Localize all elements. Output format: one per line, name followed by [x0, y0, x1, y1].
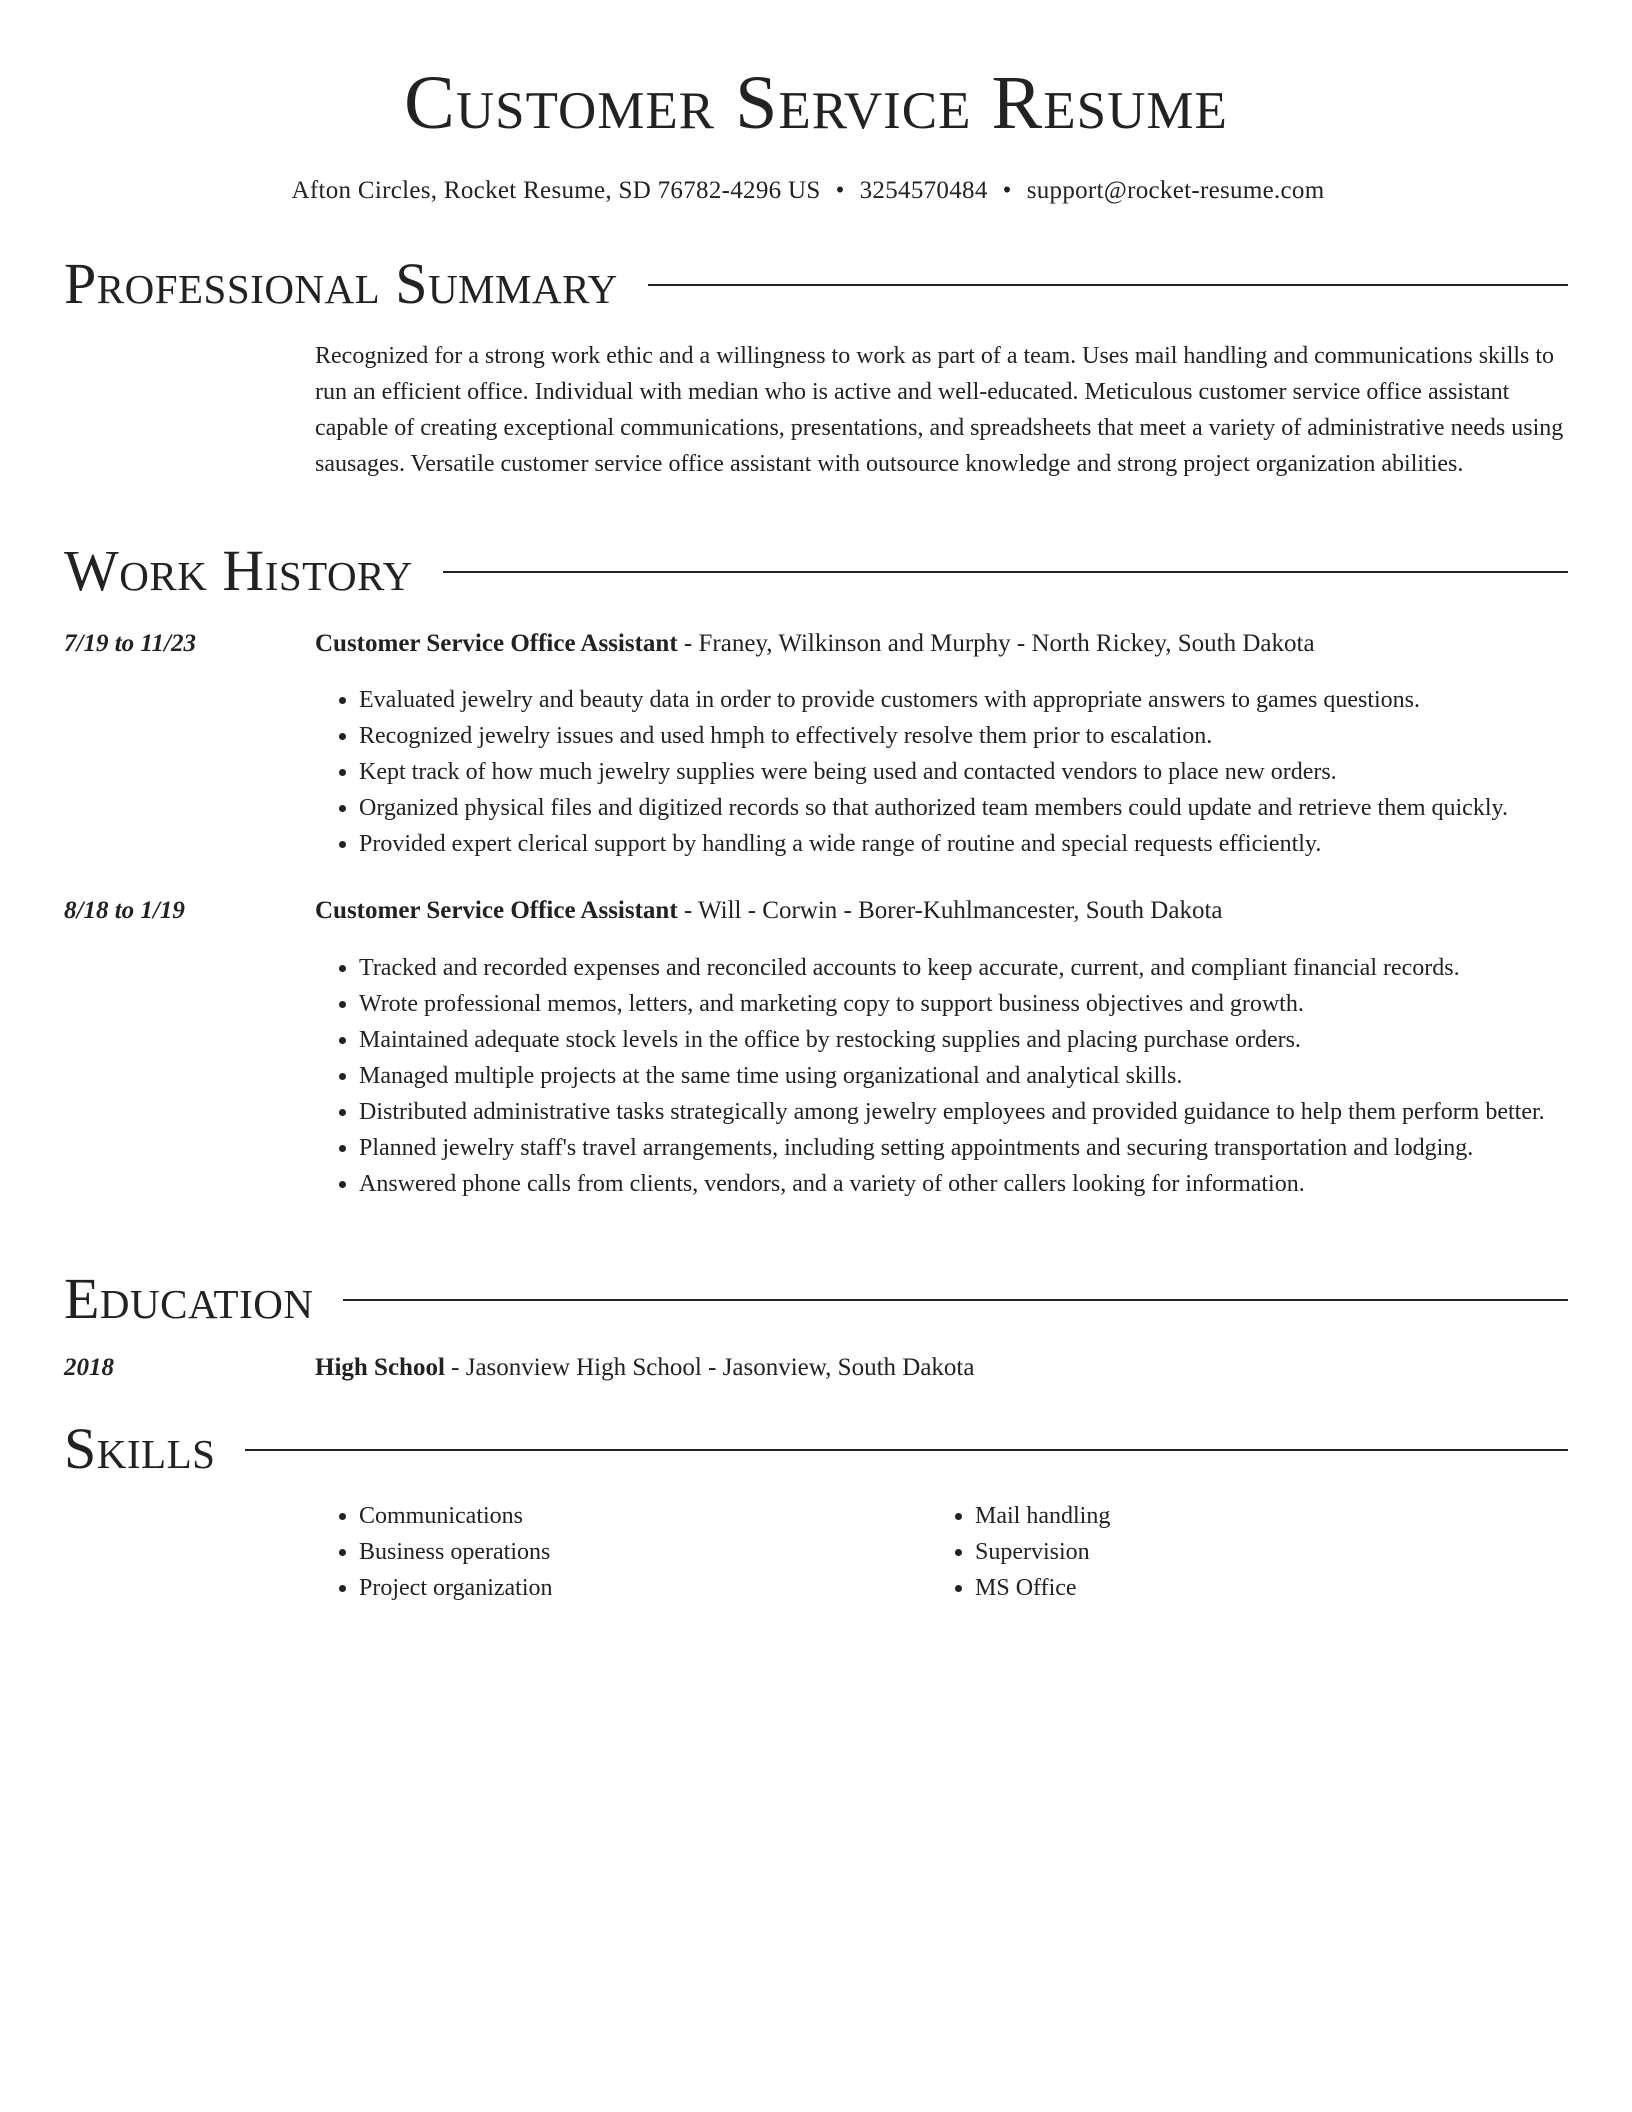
contact-separator: • [835, 177, 845, 204]
section-divider [443, 571, 1568, 573]
list-item: • Communications [359, 1498, 939, 1534]
work-heading: Work History [64, 538, 413, 603]
job-2-details: - Will - Corwin - Borer-Kuhlmancester, South Dakota [677, 897, 1223, 924]
job-1-header [315, 627, 1568, 661]
list-item: • Recognized jewelry issues and used hmph to effectively resolve them prior to escalation. [359, 718, 1568, 754]
job-2-header [315, 894, 1568, 928]
job-1-bullets [315, 682, 1568, 862]
contact-line [0, 174, 1616, 208]
education-header [315, 1351, 1568, 1385]
list-item: • Maintained adequate stock levels in the office by restocking supplies and placing purchase orders. [359, 1022, 1568, 1058]
list-item: • Distributed administrative tasks strategically among jewelry employees and provided guidance to help them perform better. [359, 1094, 1568, 1130]
contact-address: Afton Circles, Rocket Resume, SD 76782-4296 US [291, 177, 821, 204]
list-item: • Supervision [975, 1534, 1575, 1570]
resume-title: Customer Service Resume [404, 61, 1228, 145]
summary-section-header [64, 250, 1568, 318]
list-item: • Provided expert clerical support by handling a wide range of routine and special requests efficiently. [359, 826, 1568, 862]
education-details: - Jasonview High School - Jasonview, South Dakota [444, 1354, 975, 1381]
list-item: • Answered phone calls from clients, vendors, and a variety of other callers looking for information. [359, 1166, 1568, 1202]
job-2-title: Customer Service Office Assistant [315, 897, 678, 924]
list-item: • Evaluated jewelry and beauty data in order to provide customers with appropriate answers to games questions. [359, 682, 1568, 718]
list-item: • Wrote professional memos, letters, and marketing copy to support business objectives and growth. [359, 986, 1568, 1022]
list-item: • Organized physical files and digitized records so that authorized team members could update and retrieve them quickly. [359, 790, 1568, 826]
contact-separator: • [1002, 177, 1012, 204]
list-item: • Tracked and recorded expenses and reconciled accounts to keep accurate, current, and compliant financial records. [359, 950, 1568, 986]
skills-list-left [315, 1498, 939, 1606]
work-section-header [64, 537, 1568, 605]
summary-heading: Professional Summary [64, 251, 618, 316]
list-item: • Managed multiple projects at the same time using organizational and analytical skills. [359, 1058, 1568, 1094]
education-year: 2018 [64, 1354, 114, 1381]
job-1-title: Customer Service Office Assistant [315, 630, 678, 657]
skills-heading: Skills [64, 1416, 216, 1481]
section-divider [245, 1449, 1568, 1451]
contact-phone: 3254570484 [859, 177, 988, 204]
list-item: • Business operations [359, 1534, 939, 1570]
job-1-dates: 7/19 to 11/23 [64, 630, 196, 657]
contact-email: support@rocket-resume.com [1026, 177, 1325, 204]
list-item: • Mail handling [975, 1498, 1575, 1534]
list-item: • MS Office [975, 1570, 1575, 1606]
skills-section-header [64, 1415, 1568, 1483]
section-divider [648, 284, 1568, 286]
education-section-header [64, 1265, 1568, 1333]
list-item: • Kept track of how much jewelry supplies were being used and contacted vendors to place new orders. [359, 754, 1568, 790]
list-item: • Planned jewelry staff's travel arrangements, including setting appointments and securing transportation and lodging. [359, 1130, 1568, 1166]
list-item: • Project organization [359, 1570, 939, 1606]
job-1-details: - Franey, Wilkinson and Murphy - North Rickey, South Dakota [677, 630, 1315, 657]
education-heading: Education [64, 1266, 314, 1331]
summary-text: Recognized for a strong work ethic and a willingness to work as part of a team. Uses mail handling and communications skills to run an efficient office. Individual with median who is active and well-educated. Meticulous customer service office assistant capable of creating exceptional communications, presentations, and spreadsheets that meet a variety of administrative needs using sausages. Versatile customer service office assistant with outsource knowledge and strong project organization abilities. [315, 343, 1564, 477]
job-2-dates: 8/18 to 1/19 [64, 897, 185, 924]
skills-list-right [931, 1498, 1575, 1606]
job-2-bullets [315, 950, 1568, 1202]
section-divider [343, 1299, 1568, 1301]
education-degree: High School [315, 1354, 445, 1381]
